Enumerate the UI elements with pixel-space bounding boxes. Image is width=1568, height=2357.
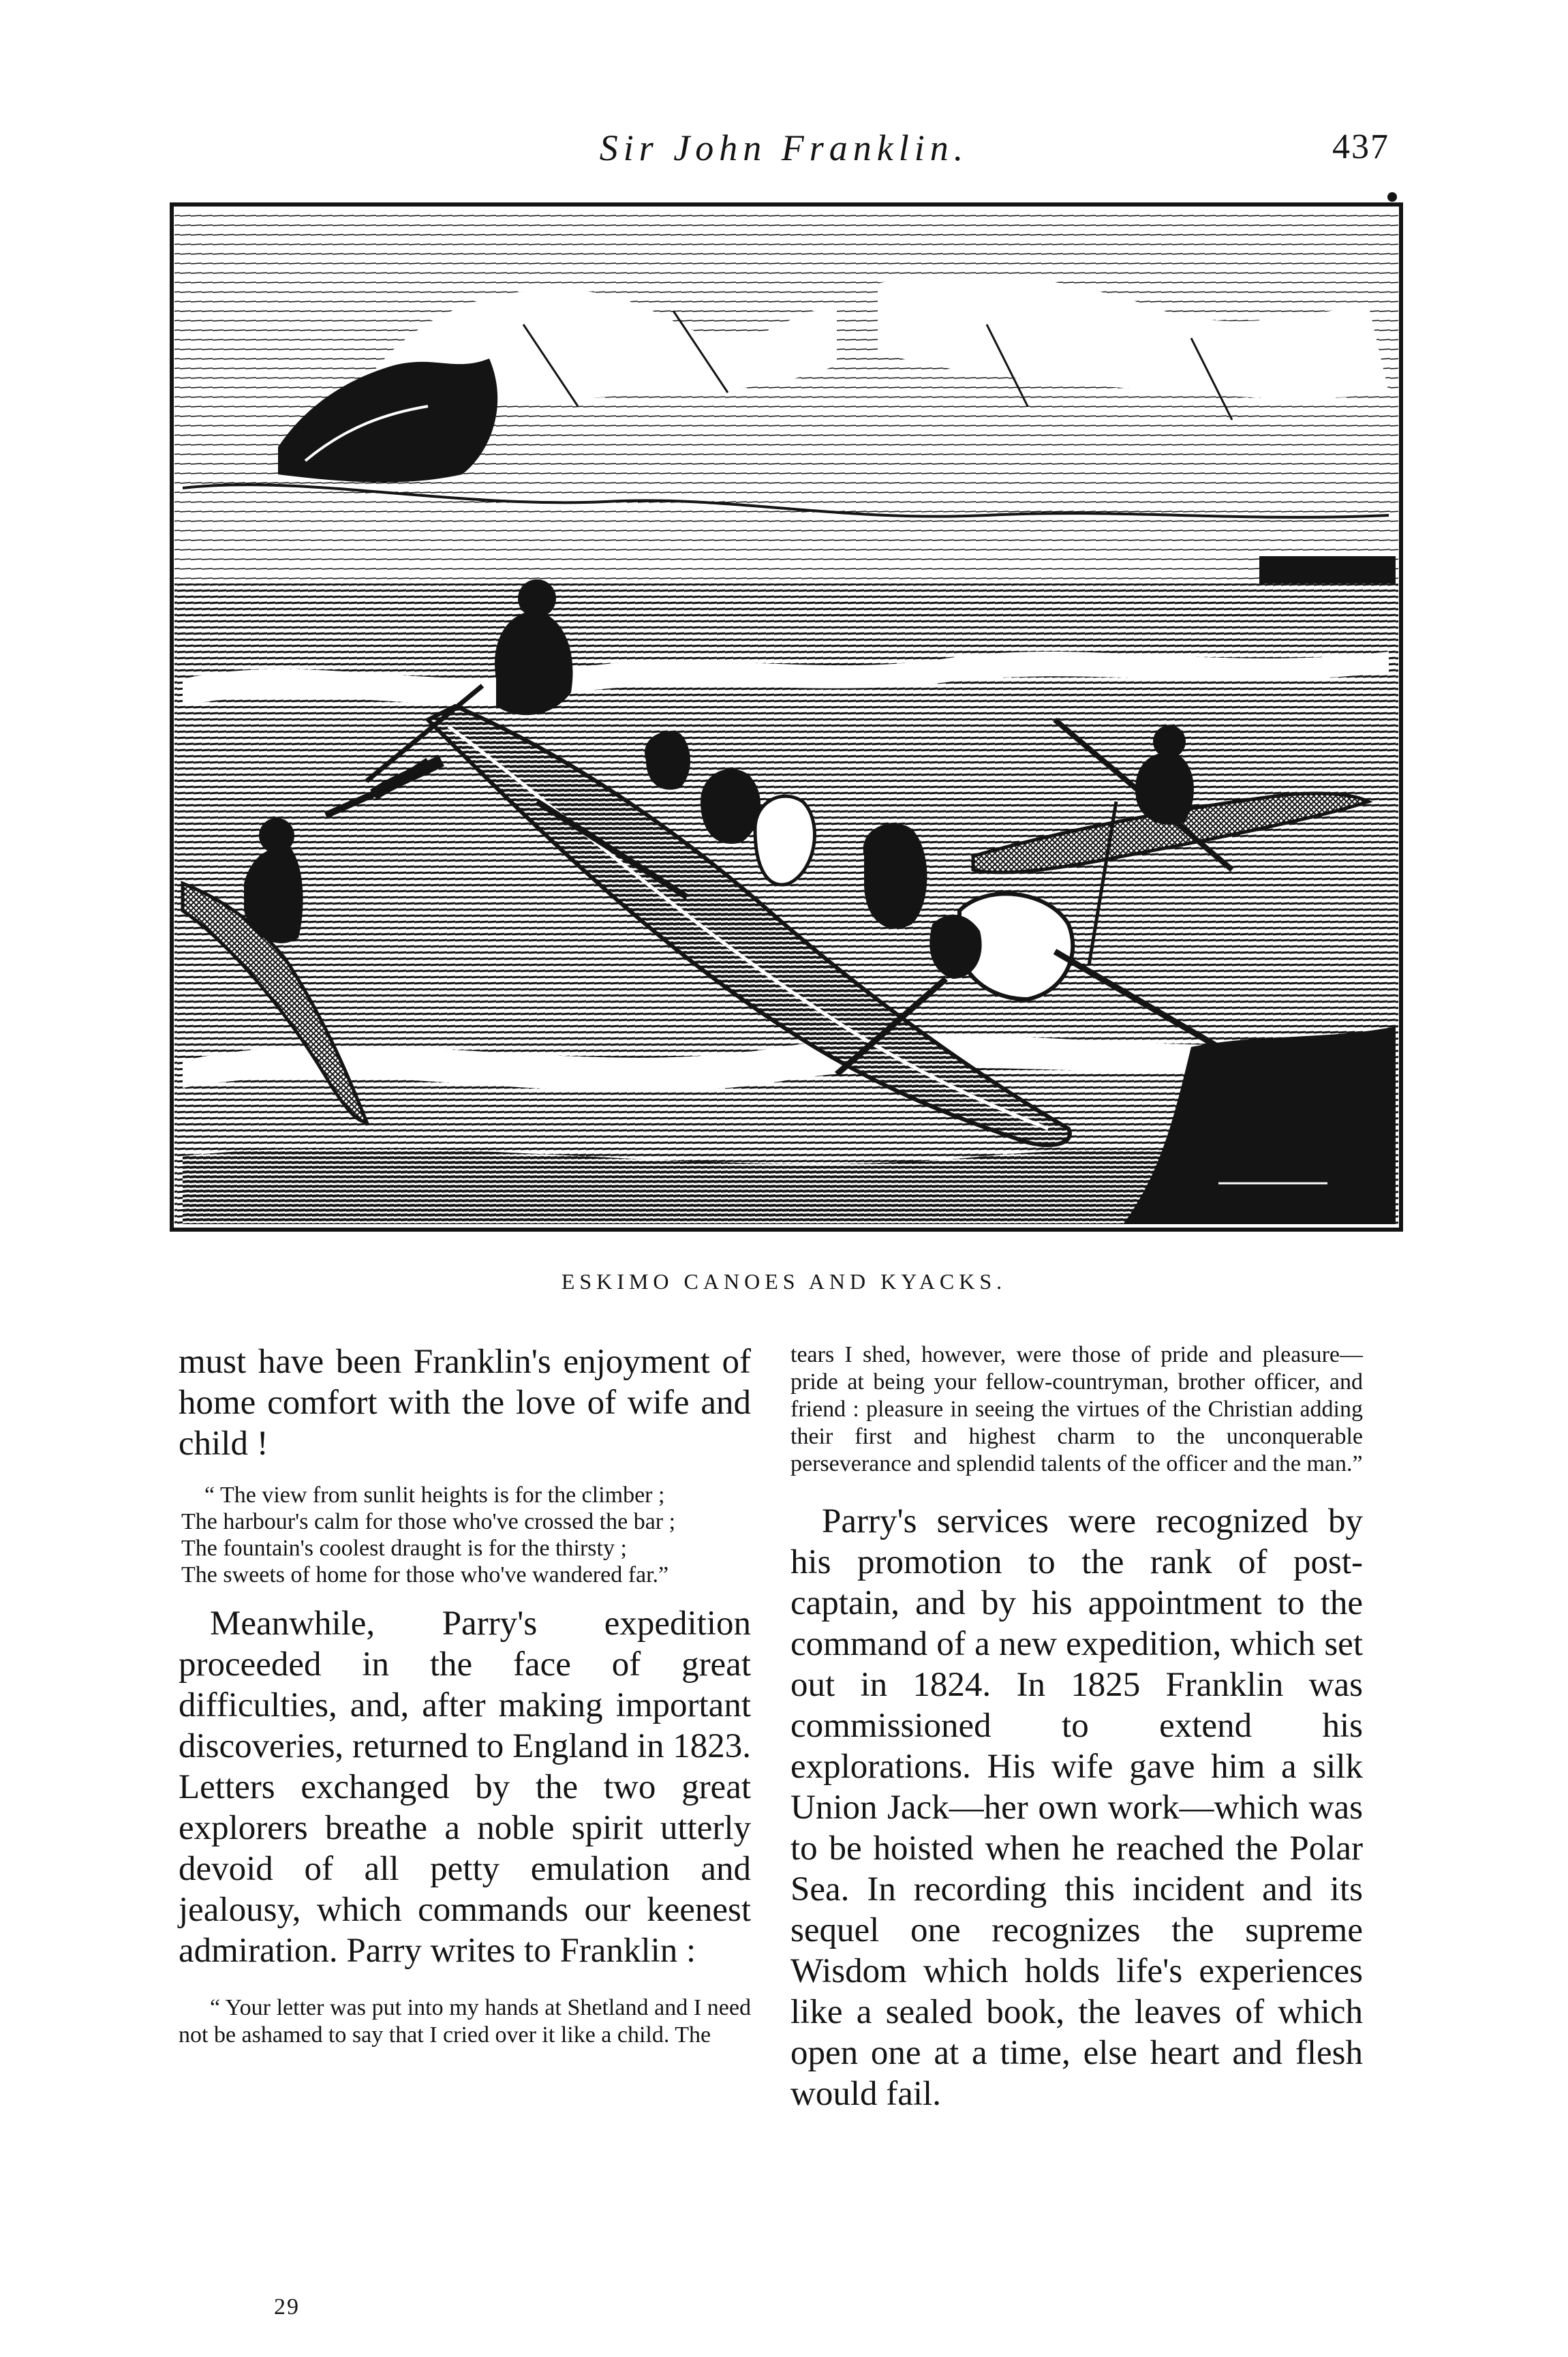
letter-quote: “ Your letter was put into my hands at Shetland and I need not be ashamed to say that I cried over it like a child. The <box>179 1995 751 2048</box>
meanwhile-paragraph: Meanwhile, Parry's expedition proceeded in the face of great difficulties, and, after making important discoveries, returned to England in 1823. Letters exchanged by the two great explorers breathe a noble spirit utterly devoid of all petty emulation and jealousy, which commands our keenest admiration. Parry writes to Franklin : <box>179 1605 751 1970</box>
page-number: 437 <box>1332 127 1389 166</box>
running-head <box>0 127 1568 174</box>
running-title: Sir John Franklin. <box>599 127 969 168</box>
figure-caption: ESKIMO CANOES AND KYACKS. <box>561 1269 1007 1294</box>
right-column <box>790 1341 1363 2114</box>
verse-line: The fountain's coolest draught is for the thirsty ; <box>181 1536 627 1561</box>
left-column <box>179 1341 751 2049</box>
engraving-illustration-icon <box>169 202 1404 1232</box>
ornament-dot <box>1387 192 1397 202</box>
parry-services-paragraph: Parry's services were recognized by his promotion to the rank of post-captain, and by his appointment to the command of a new expedition, which set out in 1824. In 1825 Franklin was commissioned to extend his explorations. His wife gave him a silk Union Jack—her own work—which was to be hoisted when he reached the Polar Sea. In recording this incident and its sequel one recognizes the supreme Wisdom which holds life's experiences like a sealed book, the leaves of which open one at a time, else heart and flesh would fail. <box>790 1502 1363 2113</box>
signature-mark: 29 <box>274 2294 300 2320</box>
verse-quote <box>179 1482 751 1588</box>
intro-paragraph: must have been Franklin's enjoyment of home comfort with the love of wife and child ! <box>179 1343 751 1463</box>
verse-line: The harbour's calm for those who've crossed the bar ; <box>181 1509 676 1534</box>
illustration <box>169 202 1404 1232</box>
letter-quote-continued: tears I shed, however, were those of pride and pleasure—pride at being your fellow-countryman, brother officer, and friend : pleasure in seeing the virtues of the Christian adding their first and highest charm to the unconquerable perseverance and splendid talents of the officer and the man.” <box>790 1342 1363 1476</box>
verse-line: The sweets of home for those who've wandered far.” <box>181 1562 669 1587</box>
verse-line: “ The view from sunlit heights is for the climber ; <box>204 1482 665 1508</box>
